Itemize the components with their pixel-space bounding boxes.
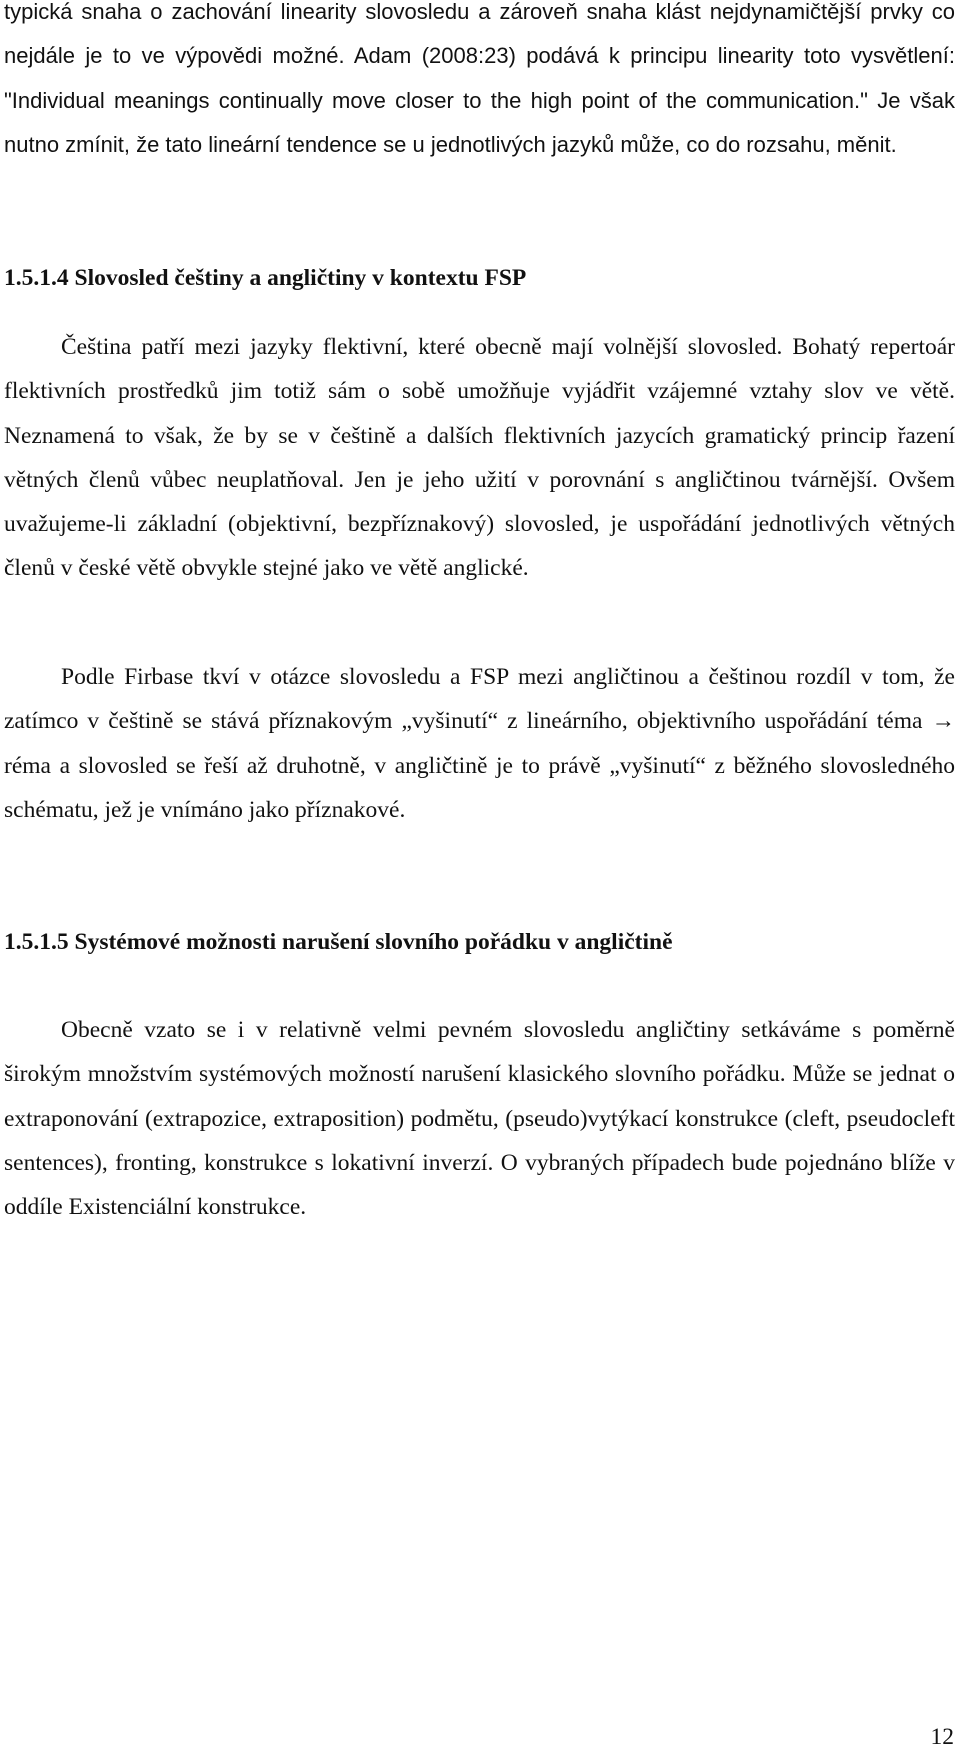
paragraph-czech-word-order: Čeština patří mezi jazyky flektivní, které obecně mají volnější slovosled. Bohatý repertoár flektivních prostředků jim totiž sám o sobě umožňuje vyjádřit vzájemné vztahy slov ve větě. Neznamená to však, že by se v češtině a dalších flektivních jazycích gramatický princip řazení větných členů vůbec neuplatňoval. Jen je jeho užití v porovnání s angličtinou tvárnější. Ovšem uvažujeme-li základní (objektivní, bezpříznakový) slovosled, je uspořádání jednotlivých větných členů v české větě obvykle stejné jako ve větě anglické. bbox=[4, 334, 955, 582]
page-number: 12 bbox=[930, 1724, 954, 1750]
section-heading-1-5-1-5: 1.5.1.5 Systémové možnosti narušení slovního pořádku v angličtině bbox=[4, 929, 673, 955]
intro-paragraph: typická snaha o zachování linearity slovosledu a zároveň snaha klást nejdynamičtější prvky co nejdále je to ve výpovědi možné. Adam (2008:23) podává k principu linearity toto vysvětlení: "Individual meanings continually move closer to the high point of the communication." Je však nutno zmínit, že tato lineární tendence se u jednotlivých jazyků může, co do rozsahu, měnit. bbox=[4, 0, 955, 157]
section-heading-1-5-1-4: 1.5.1.4 Slovosled češtiny a angličtiny v kontextu FSP bbox=[4, 265, 527, 291]
paragraph-systemic-options: Obecně vzato se i v relativně velmi pevném slovosledu angličtiny setkáváme s poměrně širokým množstvím systémových možností narušení klasického slovního pořádku. Může se jednat o extraponování (extrapozice, extraposition) podmětu, (pseudo)vytýkací konstrukce (cleft, pseudocleft sentences), fronting, konstrukce s lokativní inverzí. O vybraných případech bude pojednáno blíže v oddíle Existenciální konstrukce. bbox=[4, 1017, 955, 1221]
paragraph-firbas: Podle Firbase tkví v otázce slovosledu a FSP mezi angličtinou a češtinou rozdíl v tom, že zatímco v češtině se stává příznakovým „vyšinutí“ z lineárního, objektivního uspořádání téma → réma a slovosled se řeší až druhotně, v angličtině je to právě „vyšinutí“ z běžného slovosledného schématu, jež je vnímáno jako příznakové. bbox=[4, 664, 955, 823]
